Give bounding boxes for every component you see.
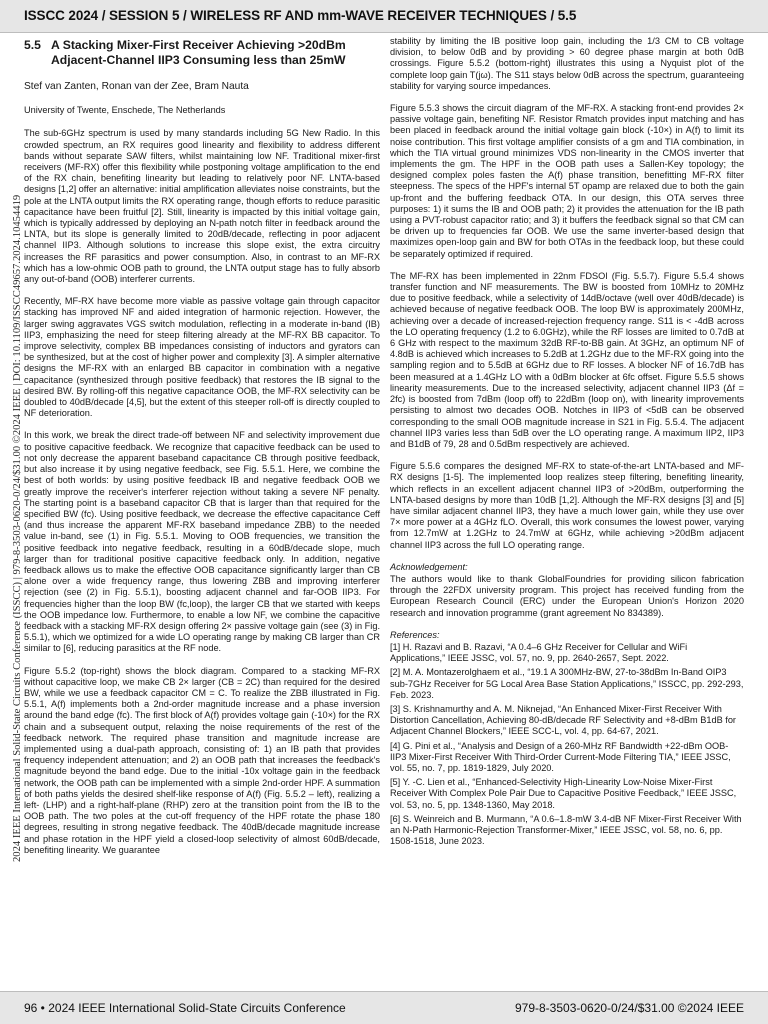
paragraph-proposal: In this work, we break the direct trade-off between NF and selectivity improvement due to positive capacitive feedback. We recognize that capacitive feedback can be used to not only decrease the apparent baseband capacitance CB through positive feedback, but also increase it by using negative feedback, see Fig. 5.5.1. Here, we combine the best of both worlds: by using positive feedback IB and negative feedback OOB we greatly improve the receiver's interferer rejection without taking a severe NF penalty. The starting point is a baseband capacitor CB that is larger than that required for the specified BW (fc). Using positive feedback, we decrease the effective capacitance Ceff (and thus increase the apparent MF-RX baseband impedance ZBB) to the needed value in-band, see (1) in Fig. 5.5.1. Moving to OOB frequencies, we transition the positive feedback into negative feedback, resulting in a 60dB/decade slope, much larger than for traditional positive capacitive feedback only. In addition, negative feedback allows us to make the effective OOB capacitance significantly larger than CB alone over a wide frequency range, thus lowering ZBB and improving interferer rejection (see (2) in Fig. 5.5.1), boosting adjacent channel and far-OOB IIP3. For frequencies higher than the loop BW (fc,loop), the larger CB that we started with keeps the OOB impedance low. Furthermore, to enable a low NF, we combine the capacitive feedback with a stacking MF-RX design offering 2× passive voltage gain (see (3) in Fig. 5.5.1), which we optimized for a wide LO operating range by making CB larger than CR similar to [6], reducing parasitics at the RF node. [24, 430, 380, 654]
footer-copyright: 979-8-3503-0620-0/24/$31.00 ©2024 IEEE [514, 1001, 744, 1015]
acknowledgement-text: The authors would like to thank GlobalFoundries for providing silicon fabrication through the 22FDX university program. This project has received funding from the European Research Council (ERC) under the European Union's Horizon 2020 research and innovation programme (grant agreement No 834389). [390, 573, 744, 618]
header-bar [0, 0, 768, 33]
reference-item: [5] Y. -C. Lien et al., “Enhanced-Selectivity High-Linearity Low-Noise Mixer-First Receiver With Complex Pole Pair Due to Capacitive Positive Feedback,” IEEE JSSC, vol. 53, no. 5, pp. 1348-1360, May 2018. [390, 777, 737, 810]
header-title: ISSCC 2024 / SESSION 5 / WIRELESS RF AND mm-WAVE RECEIVER TECHNIQUES / 5.5 [24, 8, 577, 23]
paragraph-background: Recently, MF-RX have become more viable as passive voltage gain through capacitor stacking has improved NF and aided integration of harmonic rejection. However, the larger swing aggravates VGS switch modulation, reflecting in a moderate in-band (IB) IIP3, emphasizing the need for steep filtering already at the MF-RX BB capacitor. To improve selectivity, complex BB impedances consisting of inductors and gyrators can be synthesized, but at the cost of higher power and complexity [3]. A simpler alternative designs the MF-RX with an enlarged BB capacitor in combination with a negative capacitance (synthesized through positive feedback) that restores the IB signal to the desired BW. By rolling-off this negative capacitance OOB, the MF-RX selectivity can be doubled to 40dB/decade [4,5], but the extent of this steeper roll-off is directly coupled to NF deterioration. [24, 296, 380, 419]
paper-authors: Stef van Zanten, Ronan van der Zee, Bram Nauta [24, 81, 249, 92]
references-heading: References: [390, 629, 440, 640]
footer-page-conference: 96 • 2024 IEEE International Solid-State Circuits Conference [24, 1001, 346, 1015]
footer-bar [0, 991, 768, 1024]
reference-item: [1] H. Razavi and B. Razavi, “A 0.4–6 GHz Receiver for Cellular and WiFi Applications,” IEEE JSSC, vol. 57, no. 9, pp. 2640-2657, Sept. 2022. [390, 641, 688, 664]
paragraph-block-diagram: Figure 5.5.2 (top-right) shows the block diagram. Compared to a stacking MF-RX without capacitive loop, we make CB 2× larger (CB = 2C) than required for the desired BW, while we use a feedback capacitor CM = C. To realize the ZBB illustrated in Fig. 5.5.1, A(f) implements both a 2nd-order magnitude increase and a phase inversion around the band edge (fc). The first block of A(f) provides voltage gain (-10×) for the RX chain and a subsequent output, relaxing the noise requirements of the rest of the feedback network. The required phase transition and magnitude increase are implemented using a dual-path approach, consisting of: 1) an IB path that provides frequency independent attenuation; and 2) an OOB path that increases the feedback's magnitude beyond the band edge. Due to the initial -10x voltage gain in the feedback network, the OOB path can be implemented with a simple 2nd-order HPF. A summation of both paths yields the desired shelf-like response of A(f) (Fig. 5.5.2 – left), realizing a left- (LHP) and a right-half-plane (RHP) zero at the transition point from the IB to the OOB path. The two poles at the cut-off frequency of the HPF rotate the phase 180 degrees, resulting in strong negative feedback. The 40dB/decade magnitude increase and phase rotation in the HPF yield a closed-loop selectivity of almost 60dB/decade, benefiting linearity. We guarantee [24, 665, 380, 855]
paper-number: 5.5 [24, 38, 41, 52]
doi-sidebar: 2024 IEEE International Solid-State Circuits Conference (ISSCC) | 979-8-3503-0620-0/24/$31.00 ©2024 IEEE | DOI: 10.1109/ISSCC49657.2024.10454419 [12, 194, 23, 862]
paragraph-stability: stability by limiting the IB positive loop gain, including the 1/3 CM to CB voltage division, to below 0dB and by providing > 60 degree phase margin at both 0dB crossings. Figure 5.5.2 (bottom-right) illustrates this using a Nyquist plot of the complete loop gain T(jω). The S11 stays below 0dB across the spectrum, guaranteeing stability for varying source impedances. [390, 36, 744, 91]
reference-item: [2] M. A. Montazerolghaem et al., “19.1 A 300MHz-BW, 27-to-38dBm In-Band OIP3 sub-7GHz Receiver for 5G Local Area Base Station Applications,” ISSCC, pp. 292-293, Feb. 2023. [390, 667, 744, 700]
reference-item: [4] G. Pini et al., “Analysis and Design of a 260-MHz RF Bandwidth +22-dBm OOB-IIP3 Mixer-First Receiver With Third-Order Current-Mode Filtering TIA,” IEEE JSSC, vol. 55, no. 7, pp. 1819-1829, July 2020. [390, 740, 731, 773]
paper-title: A Stacking Mixer-First Receiver Achieving >20dBm Adjacent-Channel IIP3 Consuming less than 25mW [50, 38, 346, 67]
paragraph-measurements: The MF-RX has been implemented in 22nm FDSOI (Fig. 5.5.7). Figure 5.5.4 shows transfer function and NF measurements. The BW is boosted from 10MHz to 20MHz due to positive feedback, while a selectivity of 14dB/octave (well over 40dB/decade) is achieved because of negative feedback OOB. The loop BW is approximately 200MHz, achieving over a decade of increased-rejection frequency range. S11 is < -4dB across the LO operating frequency (1.2 to 6.0GHz), while the RF losses are limited to 0.7dB at 6 GHz with respect to the maximum 32dB RF-to-BB gain. At 3GHz, an optimum NF of 4.8dB is achieved which increases to 5.2dB at 1.2GHz due to the MF-RX going into the sampling region and to 5.5dB at 6GHz due to RF losses. A blocker NF of 16.7dB has been measured at a 1.4GHz LO with a 0dBm blocker at 6fc offset. Figure 5.5.5 shows linearity measurements. Due to the increased selectivity, adjacent channel IIP3 (Δf = 2fc) is boosted from 7dBm (loop off) to 22dBm (loop on), with linearity improvements persisting to almost two decades OOB. Notches in IIP3 of <5dB can be observed corresponding to the small OOB magnitude increase in S21 in Fig. 5.5.4. The adjacent channel IIP3 varies less than 5dB over the LO operating range. A maximum IIP2, IIP3 and B1dB of 79, 28 and 0.5dBm respectively are achieved. [390, 270, 744, 449]
left-column [24, 38, 380, 867]
paper-affiliation: University of Twente, Enschede, The Netherlands [24, 105, 226, 116]
paragraph-comparison: Figure 5.5.6 compares the designed MF-RX to state-of-the-art LNTA-based and MF-RX designs [1-5]. The implemented loop realizes steep filtering, benefiting linearity, which reflects in an excellent adjacent channel IIP3 of >20dBm, outperforming the LNTA-based designs by more than 10dB [1,2]. Although the MF-RX designs [3] and [5] have similar adjacent channel IIP3, they have a much lower gain, while they use over 7× more power at a 4GHz fLO. Overall, this work consumes the lowest power, varying from 12.7mW at 1.2GHz to 24.7mW at 6GHz, while achieving >20dBm adjacent channel IIP3 across the full LO operating range. [390, 461, 744, 550]
paper-title-block [24, 38, 380, 68]
reference-item: [3] S. Krishnamurthy and A. M. Niknejad, “An Enhanced Mixer-First Receiver With Distortion Cancellation, Achieving 80-dB/decade RF Selectivity and +8-dBm B1dB for Adjacent Channel Blockers,” IEEE SCC-L, vol. 4, pp. 64-67, 2021. [390, 703, 736, 737]
right-column [390, 36, 744, 850]
paragraph-intro: The sub-6GHz spectrum is used by many standards including 5G New Radio. In this crowded spectrum, an RX requires good linearity and flexibility to address different bands without separate SAW filters, whilst maintaining low NF. Traditional mixer-first receivers (MF-RX) offer this flexibility while postponing voltage amplification to the end of the RX chain, benefiting linearity but leading to relatively poor NF. LNTA-based designs [1,2] offer an alternative: initial amplification alleviates noise constraints, but the pole at the LNTA output limits the RX operating range, though efforts to reduce parasitic capacitance have been fruitful [2]. Still, linearity is impacted by this initial voltage gain, which is typically addressed by deploying an N-path notch filter in feedback around the LNTA, but its slope is generally limited to 20dB/decade, reflecting in poor adjacent channel IIP3. Although solutions to increase this slope exist, the extra circuitry increases the RF parasitics and power consumption. Also, in contrast to an MF-RX which has a low-ohmic OOB path to ground, the LNTA output stage has to fully absorb any out-of-band (OOB) interferer currents. [24, 128, 380, 285]
references-list [390, 642, 744, 847]
acknowledgement-heading: Acknowledgement: [390, 561, 468, 572]
paragraph-circuit: Figure 5.5.3 shows the circuit diagram of the MF-RX. A stacking front-end provides 2× passive voltage gain, benefiting NF. Resistor Rmatch provides input matching and has been placed in feedback around the initial voltage gain block (-10×) in A(f) to limit its noise contribution. This first voltage amplifier consists of a gm and TIA combination, in which the TIA virtual ground minimizes VDS non-linearity in the CMOS inverter that implements the gm. The HPF in the OOB path uses a Sallen-Key topology; the designed complex poles fasten the A(f) phase transition, benefitting MF-RX filter steepness. The specs of the HPF's internal 5T opamp are relaxed due to both the gain up-front and the buffering feedback OTA. In our design, this OTA serves three purposes: 1) it sums the IB and OOB path; 2) it provides the attenuation for the IB path using a PVT-robust capacitor ratio; and 3) it buffers the feedback signal so that CM can be driven up to frequencies far OOB. We use the same inverter-based design that maximizes open-loop gain and BW for both OTAs in the feedback loop, but these could be separately optimized if required. [390, 103, 744, 259]
reference-item: [6] S. Weinreich and B. Murmann, “A 0.6–1.8-mW 3.4-dB NF Mixer-First Receiver With an N-Path Harmonic-Rejection Transformer-Mixer,” IEEE JSSC, vol. 58, no. 6, pp. 1508-1518, June 2023. [390, 813, 742, 847]
